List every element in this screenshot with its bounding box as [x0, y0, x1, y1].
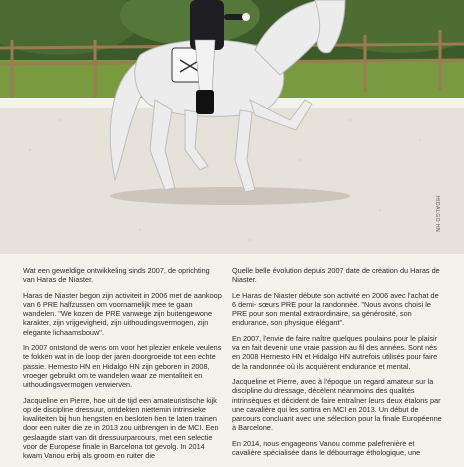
arena-sand: [0, 108, 464, 254]
riding-boot: [196, 90, 214, 114]
paragraph: Jacqueline et Pierre, avec à l'époque un regard amateur sur la discipline du dressage, décèlent néanmoins des qualités intrinsèques et décident de faire entraîner leurs deux étalons par une cavalière qui les sortira en MCI en 2013. Un début de parcours concluant avec une sélection pour la finale Européenne à Barcelone.: [232, 376, 442, 433]
photo-credit: HIDALGO HN: [434, 196, 440, 233]
dutch-column: [23, 266, 223, 467]
french-column: [232, 266, 444, 463]
paragraph: Wat een geweldige ontwikkeling sinds 2007, de oprichting van Haras de Niaster.: [23, 266, 210, 285]
paragraph: Le Haras de Niaster débute son activité en 2006 avec l'achat de 6 demi- sœurs PRE pour la randonnée. "Nous avons choisi le PRE pour son mental extraordinaire, sa générosité, son endurance, son physique élégant".: [232, 290, 439, 328]
paragraph: Quelle belle évolution depuis 2007 date de création du Haras de Niaster.: [232, 266, 440, 285]
paragraph: Jacqueline en Pierre, hoe uit de tijd een amateuristische kijk op de discipline dressuur, ontdekten niettemin intrinsieke kwaliteiten bij hun hengsten en besloten hen te laten trainen door een ruiter die ze in 2013 zou uitbrengen in de MCI. Een geslaagde start van dit dressuurparcours, met een selectie voor de Europese finale in Barcelona tot gevolg. In 2014 kwam Vanou erbij als groom en ruiter die: [23, 395, 219, 461]
paragraph: En 2007, l'envie de faire naître quelques poulains pour le plaisir va en fait devenir une vraie passion au fil des années. Sont nés en 2008 Hernesto HN et Hidalgo HN autrefois utilisés pour faire de la randonnée où ils acquièrent endurance et mental.: [232, 333, 438, 371]
article-body: [0, 254, 464, 463]
horse-shadow: [110, 187, 350, 205]
paragraph: En 2014, nous engageons Vanou comme palefrenière et cavalière spécialisée dans le débourrage éthologique, une: [232, 438, 421, 458]
paragraph: Haras de Niaster begon zijn activiteit in 2006 met de aankoop van 6 PRE halfzussen om voornamelijk mee te gaan wandelen. "We kozen de PRE vanwege zijn buitengewone karakter, zijn vrijgevigheid, zijn uithoudingsvermogen, zijn elegante lichaamsbouw".: [23, 290, 222, 337]
paragraph: In 2007 ontstond de wens om voor het plezier enkele veulens te fokken wat in de loop der jaren doorgroeide tot een echte passie. Hernesto HN en Hidalgo HN zijn geboren in 2008, vroeger gebruikt om te wandelen waar ze mentaliteit en uithoudingsvermogen verwierven.: [23, 343, 222, 390]
